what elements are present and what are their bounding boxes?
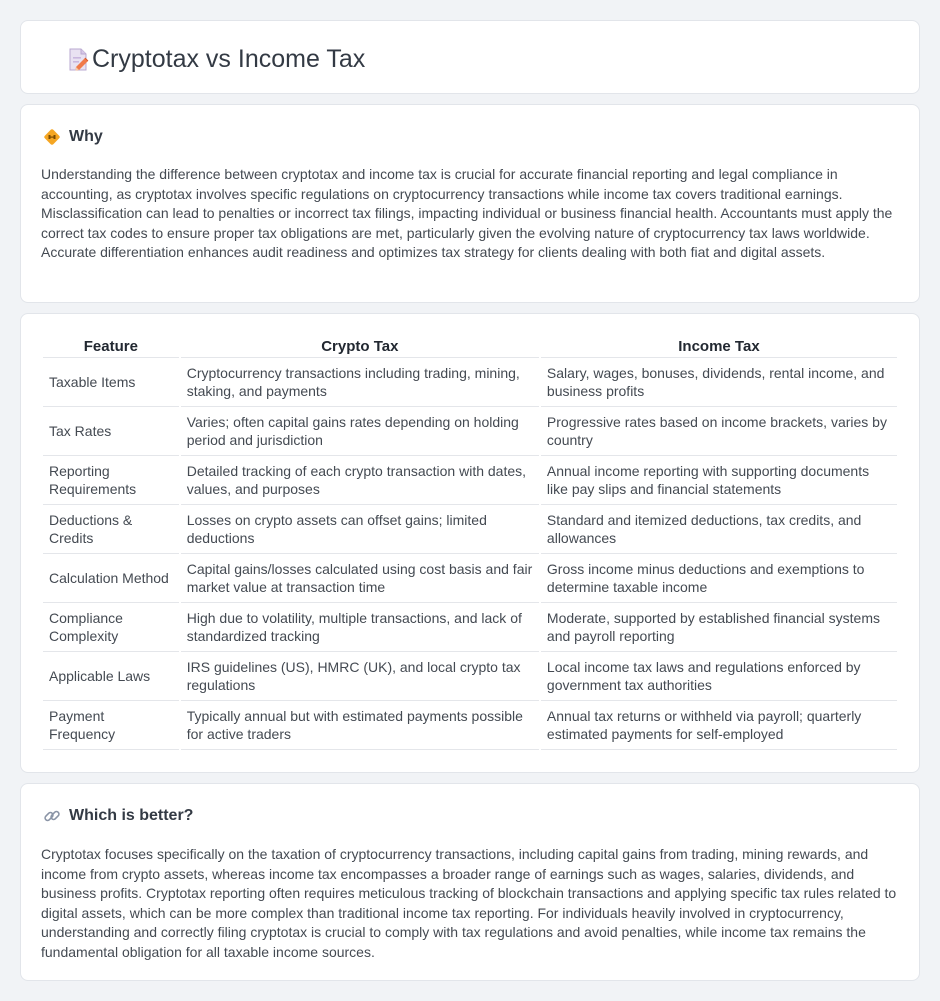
page-title: Cryptotax vs Income Tax [92,45,366,73]
table-row [43,603,897,652]
feature-cell: Taxable Items [43,358,179,407]
income-tax-cell: Moderate, supported by established financial systems and payroll reporting [541,603,897,652]
crypto-tax-cell: High due to volatility, multiple transactions, and lack of standardized tracking [181,603,539,652]
feature-cell: Tax Rates [43,407,179,456]
table-row [43,407,897,456]
comparison-section [20,313,920,773]
income-tax-cell: Gross income minus deductions and exemptions to determine taxable income [541,554,897,603]
feature-cell: Reporting Requirements [43,456,179,505]
table-row [43,554,897,603]
comparison-table [41,334,899,750]
crypto-tax-cell: Typically annual but with estimated payments possible for active traders [181,701,539,750]
header-crypto-tax: Crypto Tax [181,334,539,358]
crypto-tax-cell: Capital gains/losses calculated using cost basis and fair market value at transaction time [181,554,539,603]
why-section [20,104,920,303]
header-card [20,20,920,94]
crypto-tax-cell: Detailed tracking of each crypto transaction with dates, values, and purposes [181,456,539,505]
income-tax-cell: Annual tax returns or withheld via payroll; quarterly estimated payments for self-employed [541,701,897,750]
header-income-tax: Income Tax [541,334,897,358]
feature-cell: Deductions & Credits [43,505,179,554]
better-heading-label: Which is better? [69,807,194,824]
feature-cell: Applicable Laws [43,652,179,701]
header-feature: Feature [43,334,179,358]
document-edit-icon [67,47,91,73]
income-tax-cell: Salary, wages, bonuses, dividends, rental income, and business profits [541,358,897,407]
which-is-better-section [20,783,920,981]
diamond-warning-icon [43,128,61,146]
feature-cell: Compliance Complexity [43,603,179,652]
why-heading-label: Why [69,128,103,145]
crypto-tax-cell: Losses on crypto assets can offset gains; limited deductions [181,505,539,554]
crypto-tax-cell: Varies; often capital gains rates depending on holding period and jurisdiction [181,407,539,456]
income-tax-cell: Local income tax laws and regulations enforced by government tax authorities [541,652,897,701]
crypto-tax-cell: IRS guidelines (US), HMRC (UK), and local crypto tax regulations [181,652,539,701]
income-tax-cell: Annual income reporting with supporting documents like pay slips and financial statements [541,456,897,505]
better-heading [43,806,193,826]
table-row [43,358,897,407]
feature-cell: Calculation Method [43,554,179,603]
crypto-tax-cell: Cryptocurrency transactions including trading, mining, staking, and payments [181,358,539,407]
table-row [43,652,897,701]
table-header-row [43,334,897,358]
table-row [43,505,897,554]
income-tax-cell: Progressive rates based on income brackets, varies by country [541,407,897,456]
better-paragraph: Cryptotax focuses specifically on the taxation of cryptocurrency transactions, including capital gains from trading, mining rewards, and income from crypto assets, whereas income tax encompasses a broader range of earnings such as wages, salaries, dividends, and business profits. Cryptotax reporting often requires meticulous tracking of blockchain transactions and applying specific tax rules related to digital assets, which can be more complex than traditional income tax reporting. For individuals heavily involved in cryptocurrency, understanding and correctly filing cryptotax is crucial to comply with tax regulations and avoid penalties, while income tax remains the fundamental obligation for all taxable income sources. [41,846,897,960]
feature-cell: Payment Frequency [43,701,179,750]
table-row [43,456,897,505]
link-icon [43,807,61,825]
table-row [43,701,897,750]
why-heading [43,127,103,147]
why-paragraph: Understanding the difference between cryptotax and income tax is crucial for accurate financial reporting and legal compliance in accounting, as cryptotax involves specific regulations on cryptocurrency transactions while income tax covers traditional earnings. Misclassification can lead to penalties or incorrect tax filings, impacting individual or business financial health. Accountants must apply the correct tax codes to ensure proper tax obligations are met, particularly given the evolving nature of cryptocurrency tax laws worldwide. Accurate differentiation enhances audit readiness and optimizes tax strategy for clients dealing with both fiat and digital assets. [41,166,893,260]
income-tax-cell: Standard and itemized deductions, tax credits, and allowances [541,505,897,554]
